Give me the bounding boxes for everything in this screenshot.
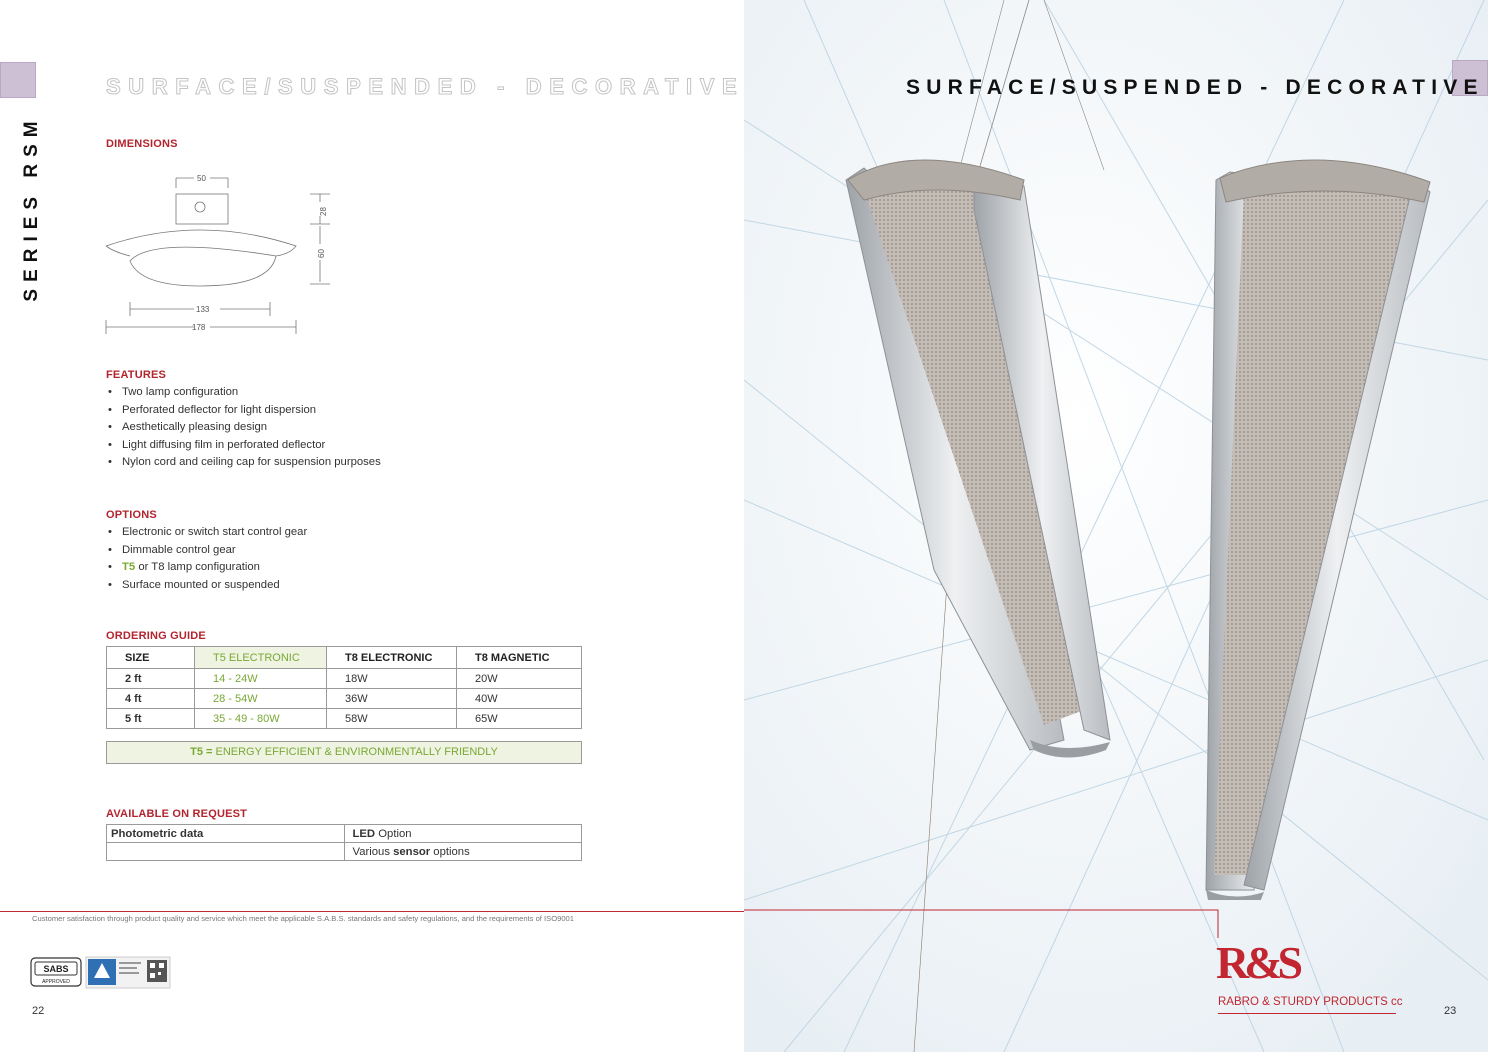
ordering-table bbox=[106, 646, 582, 729]
options-heading: OPTIONS bbox=[106, 509, 157, 521]
sabs-approved-text: APPROVED bbox=[42, 979, 70, 985]
logo-connector-line bbox=[744, 890, 1488, 940]
col-t8-electronic: T8 ELECTRONIC bbox=[327, 647, 457, 669]
request-table bbox=[106, 824, 582, 861]
company-underline bbox=[1218, 1013, 1396, 1014]
features-list bbox=[106, 384, 381, 472]
table-row: Various sensor options bbox=[107, 843, 582, 861]
page-title-right: SURFACE/SUSPENDED - DECORATIVE bbox=[906, 76, 1484, 99]
list-item: • Light diffusing film in perforated deflector bbox=[106, 437, 381, 455]
certification-badges bbox=[30, 956, 172, 990]
energy-banner: T5 = ENERGY EFFICIENT & ENVIRONMENTALLY FRIENDLY bbox=[106, 741, 582, 764]
col-size: SIZE bbox=[107, 647, 195, 669]
page-title-left: SURFACE/SUSPENDED - DECORATIVE bbox=[106, 74, 744, 99]
options-list bbox=[106, 524, 307, 594]
list-item: • T5 or T8 lamp configuration bbox=[106, 559, 307, 577]
table-row: 4 ft 28 - 54W 36W 40W bbox=[107, 689, 582, 709]
page-number-right: 23 bbox=[1444, 1005, 1457, 1017]
list-item: • Dimmable control gear bbox=[106, 542, 307, 560]
luminaire-image bbox=[834, 150, 1474, 900]
request-heading: AVAILABLE ON REQUEST bbox=[106, 808, 248, 820]
dim-label-inner: 133 bbox=[196, 305, 210, 314]
dim-label-top: 50 bbox=[197, 174, 206, 183]
ordering-heading: ORDERING GUIDE bbox=[106, 630, 206, 642]
list-item: • Aesthetically pleasing design bbox=[106, 419, 381, 437]
footer-divider bbox=[0, 911, 744, 912]
table-header-row bbox=[107, 647, 582, 669]
list-item: • Surface mounted or suspended bbox=[106, 577, 307, 595]
dim-label-outer: 178 bbox=[192, 323, 206, 332]
dim-label-bracket: 28 bbox=[319, 207, 328, 216]
t5-tag: T5 bbox=[122, 561, 136, 573]
company-logo: R&S bbox=[1216, 937, 1299, 988]
company-name: RABRO & STURDY PRODUCTS cc bbox=[1218, 996, 1403, 1008]
col-t5: T5 ELECTRONIC bbox=[195, 647, 327, 669]
dimensions-heading: DIMENSIONS bbox=[106, 138, 178, 150]
features-heading: FEATURES bbox=[106, 369, 167, 381]
list-item: • Electronic or switch start control gear bbox=[106, 524, 307, 542]
list-item: • Two lamp configuration bbox=[106, 384, 381, 402]
list-item: • Perforated deflector for light dispersion bbox=[106, 402, 381, 420]
dimensions-diagram bbox=[100, 166, 340, 336]
footer-text: Customer satisfaction through product quality and service which meet the applicable S.A.B.S. standards and safety regulations, and the requirements of ISO9001 bbox=[32, 914, 574, 923]
col-t8-magnetic: T8 MAGNETIC bbox=[457, 647, 582, 669]
series-label: SERIES RSM bbox=[21, 114, 42, 302]
dim-label-body: 60 bbox=[317, 249, 326, 258]
list-item: • Nylon cord and ceiling cap for suspension purposes bbox=[106, 454, 381, 472]
table-row: 2 ft 14 - 24W 18W 20W bbox=[107, 669, 582, 689]
page-tab-left bbox=[0, 62, 36, 98]
table-row: Photometric data LED Option bbox=[107, 825, 582, 843]
page-number-left: 22 bbox=[32, 1005, 45, 1017]
right-page bbox=[744, 0, 1488, 1052]
table-row: 5 ft 35 - 49 - 80W 58W 65W bbox=[107, 709, 582, 729]
sabs-logo-text: SABS bbox=[43, 964, 69, 974]
